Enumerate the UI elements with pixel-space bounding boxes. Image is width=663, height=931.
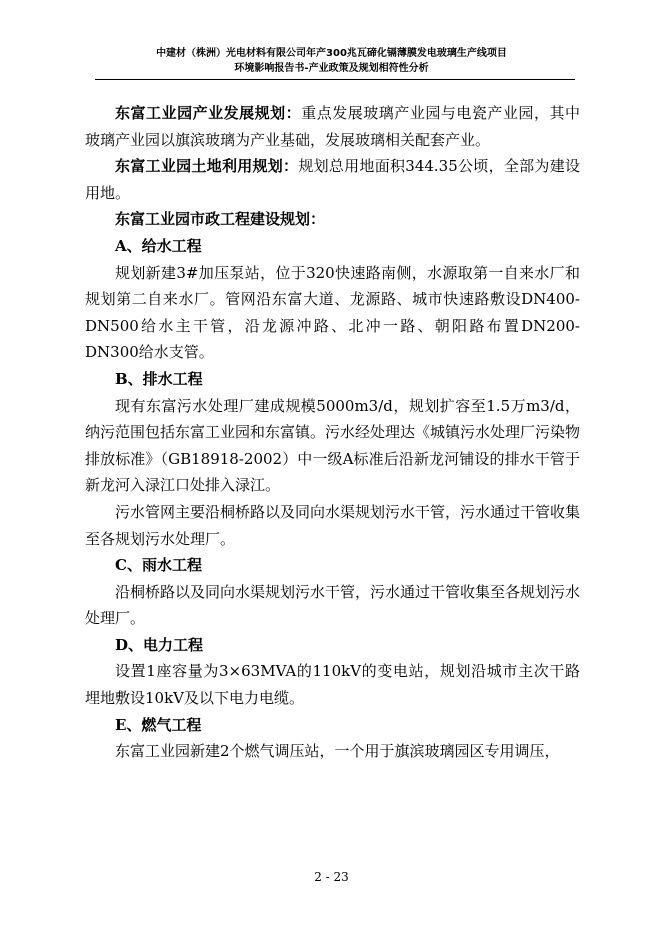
industry-plan-label: 东富工业园产业发展规划： bbox=[115, 104, 302, 122]
gas-paragraph: 东富工业园新建2个燃气调压站，一个用于旗滨玻璃园区专用调压， bbox=[115, 742, 560, 761]
industry-plan-text: 重点发展玻璃产业园与电瓷产业园，其中玻璃产业园以旗滨玻璃为产业基础，发展玻璃相关配套产业。 bbox=[85, 104, 580, 149]
header-section-title: 环境影响报告书-产业政策及规划相符性分析 bbox=[234, 63, 429, 74]
industry-plan-paragraph bbox=[85, 100, 580, 153]
drainage-paragraph-2: 污水管网主要沿桐桥路以及同向水渠规划污水干管，污水通过干管收集至各规划污水处理厂。 bbox=[85, 502, 581, 548]
municipal-plan-heading: 东富工业园市政工程建设规划： bbox=[115, 210, 326, 229]
rainwater-heading: C、雨水工程 bbox=[115, 556, 202, 575]
power-heading: D、电力工程 bbox=[115, 635, 204, 654]
document-body bbox=[85, 100, 580, 765]
drainage-paragraph-1: 现有东富污水处理厂建成规模5000m3/d，规划扩容至1.5万m3/d，纳污范围包括东富工业园和东富镇。污水经处理达《城镇污水处理厂污染物排放标准》（GB18918-2002）中一级A标准后沿新龙河铺设的排水干管于新龙河入渌江口处排入渌江。 bbox=[85, 396, 581, 495]
page-number: 2 - 23 bbox=[314, 870, 349, 884]
water-supply-paragraph: 规划新建3#加压泵站，位于320快速路南侧，水源取第一自来水厂和规划第二自来水厂。管网沿东富大道、龙源路、城市快速路敷设DN400-DN500给水主干管，沿龙源冲路、北冲一路、朝阳路布置DN200-DN300给水支管。 bbox=[85, 263, 580, 362]
drainage-heading: B、排水工程 bbox=[115, 369, 203, 388]
land-plan-text: 规划总用地面积344.35公顷，全部为建设用地。 bbox=[85, 157, 580, 202]
header-divider bbox=[95, 79, 575, 80]
header-project-title: 中建材（株洲）光电材料有限公司年产300兆瓦碲化镉薄膜发电玻璃生产线项目 bbox=[156, 48, 507, 59]
power-paragraph: 设置1座容量为3×63MVA的110kV的变电站，规划沿城市主次干路埋地敷设10kV及以下电力电缆。 bbox=[85, 662, 580, 708]
land-plan-label: 东富工业园土地利用规划： bbox=[115, 157, 299, 176]
water-supply-heading: A、给水工程 bbox=[115, 236, 202, 255]
rainwater-paragraph: 沿桐桥路以及同向水渠规划污水干管，污水通过干管收集至各规划污水处理厂。 bbox=[85, 582, 581, 628]
land-plan-paragraph bbox=[85, 153, 580, 206]
gas-heading: E、燃气工程 bbox=[115, 715, 202, 734]
page-header bbox=[0, 46, 663, 76]
